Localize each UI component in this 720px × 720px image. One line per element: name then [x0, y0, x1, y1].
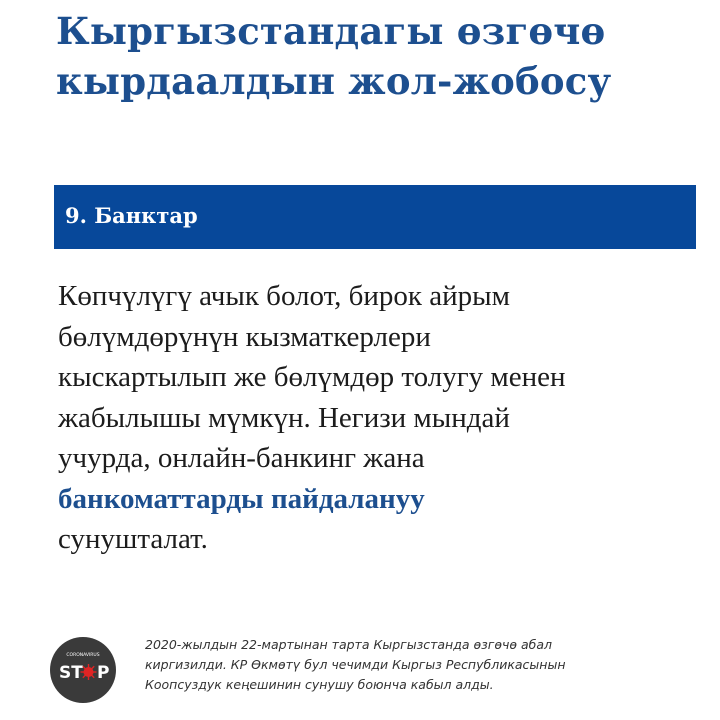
body-line: учурда, онлайн-банкинг жана: [58, 442, 425, 474]
logo-st-text: ST: [59, 663, 83, 683]
body-line: сунушталат.: [58, 523, 208, 555]
footnote: [145, 635, 705, 695]
body-paragraph: [58, 276, 710, 560]
body-line: жабылышы мүмкүн. Негизи мындай: [58, 401, 510, 434]
body-highlight: банкоматтарды пайдалануу: [58, 482, 425, 515]
page-title-line: Кыргызстандагы өзгөчө: [56, 9, 606, 53]
body-line: Көпчүлүгү ачык болот, бирок айрым: [58, 280, 510, 312]
body-line: бөлүмдөрүнүн кызматкерлери: [58, 320, 431, 353]
section-label: 9. Банктар: [65, 202, 198, 228]
logo-p-text: P: [97, 663, 110, 683]
stop-logo-graphic: [50, 637, 116, 703]
footnote-line: 2020-жылдын 22-мартынан тарта Кыргызстанда өзгөчө абал: [145, 637, 553, 652]
page-title: [56, 6, 696, 106]
stop-coronavirus-logo: [50, 637, 116, 703]
footnote-line: Коопсуздук кеңешинин сунушу боюнча кабыл алды.: [145, 677, 494, 692]
section-header-bar: [54, 185, 696, 249]
footnote-line: киргизилди. КР Өкмөтү бул чечимди Кыргыз Республикасынын: [145, 657, 566, 672]
logo-small-text: CORONAVIRUS: [66, 653, 100, 658]
body-line: кыскартылып же бөлүмдөр толугу менен: [58, 361, 566, 393]
virus-icon: [81, 664, 97, 680]
page-title-line: кырдаалдын жол-жобосу: [56, 59, 612, 103]
